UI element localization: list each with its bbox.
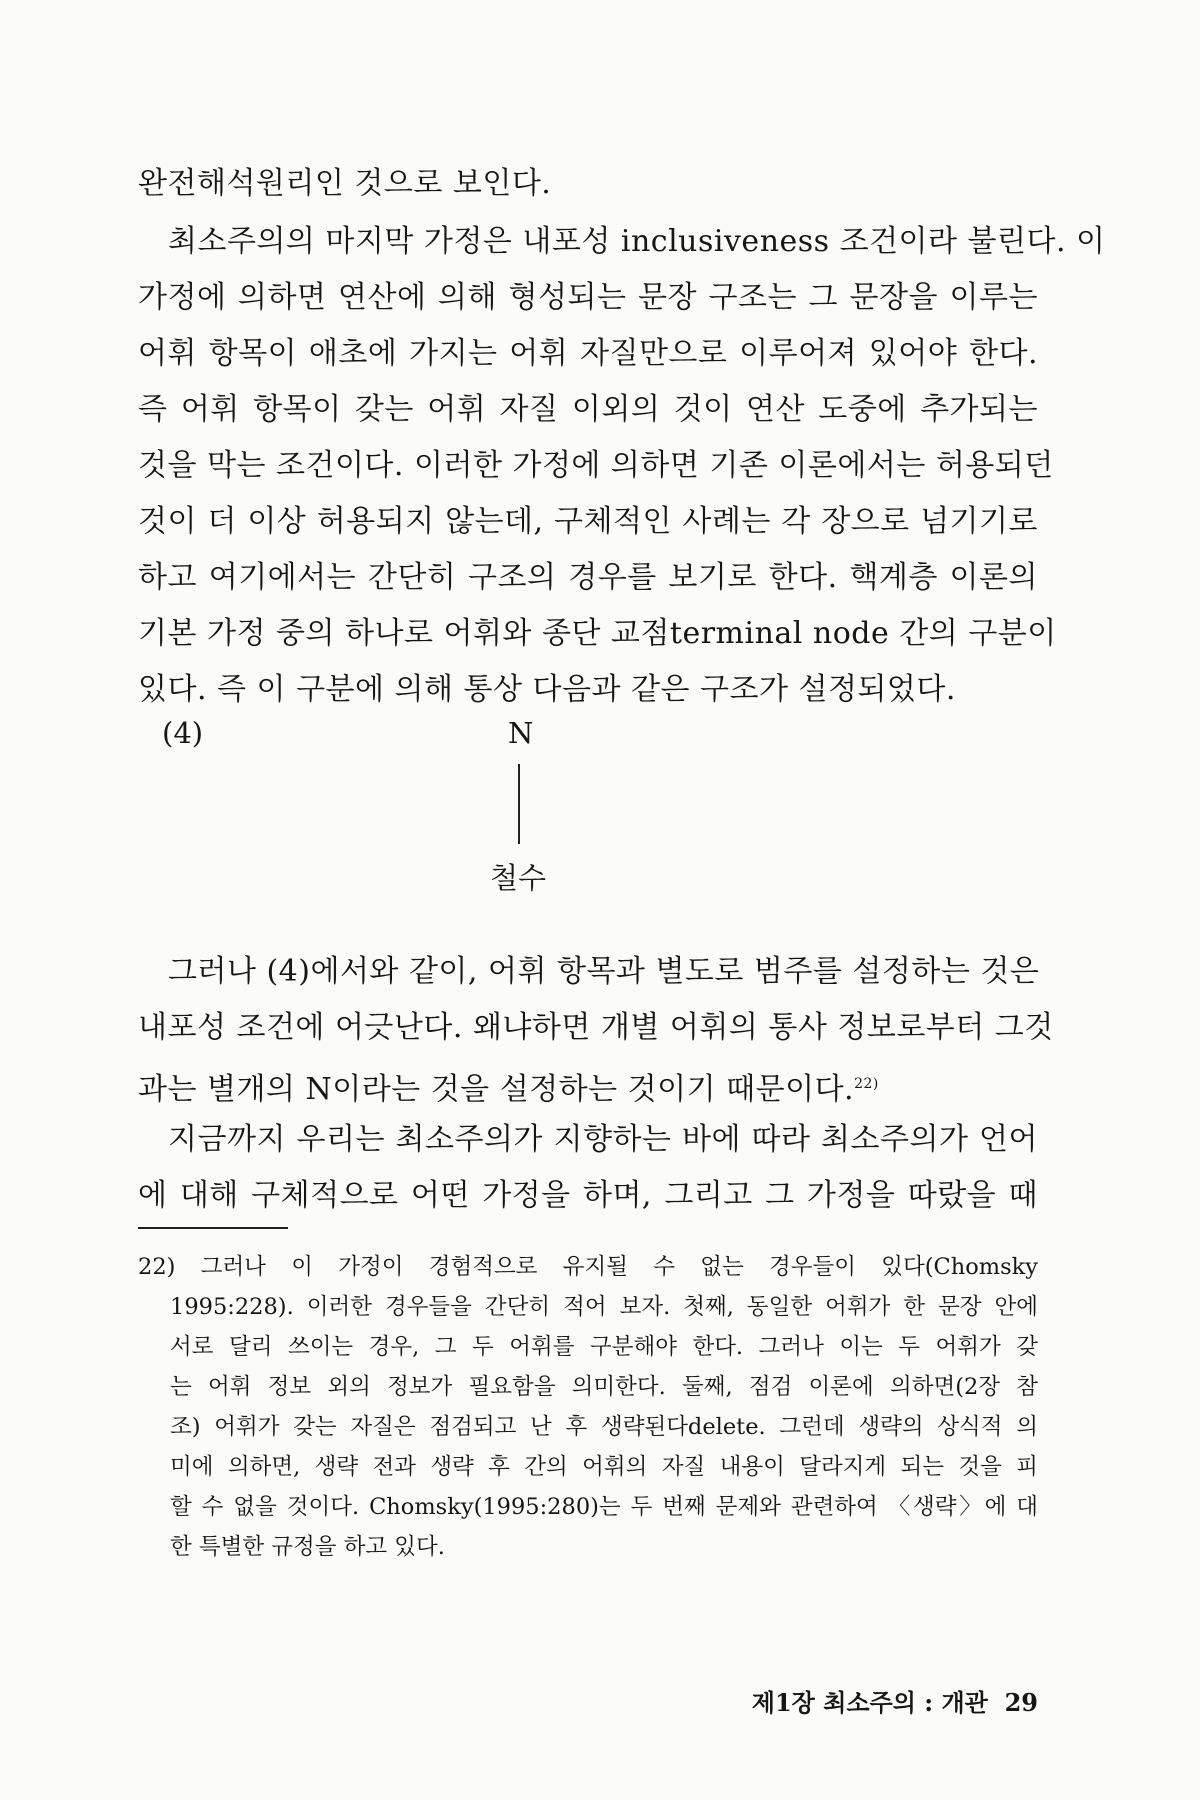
running-footer <box>752 1683 1038 1718</box>
example-number: (4) <box>162 716 204 750</box>
text-line: 에 대해 구체적으로 어떤 가정을 하며, 그리고 그 가정을 따랐을 때 <box>138 1178 1038 1213</box>
text-line: 그러나 (4)에서와 같이, 어휘 항목과 별도로 범주를 설정하는 것은 <box>168 954 1040 989</box>
text-line: 지금까지 우리는 최소주의가 지향하는 바에 따라 최소주의가 언어 <box>168 1122 1038 1157</box>
text-line-content: 과는 별개의 N이라는 것을 설정하는 것이기 때문이다. <box>138 1072 855 1107</box>
text-line <box>138 1056 1038 1112</box>
paragraph-2 <box>138 214 1106 718</box>
footnote-line: 할 수 없을 것이다. Chomsky(1995:280)는 두 번째 문제와 관련하여 〈생략〉에 대 <box>170 1494 1038 1520</box>
text-line: 가정에 의하면 연산에 의해 형성되는 문장 구조는 그 문장을 이루는 <box>138 280 1038 315</box>
footnote-rule <box>138 1227 288 1229</box>
tree-branch-line <box>518 764 520 844</box>
footnote-line: 한 특별한 규정을 하고 있다. <box>170 1534 445 1560</box>
page-number: 29 <box>1004 1688 1038 1717</box>
footnote-line: 는 어휘 정보 외의 정보가 필요함을 의미한다. 둘째, 점검 이론에 의하면(2장 참 <box>170 1374 1038 1400</box>
text-line: 있다. 즉 이 구분에 의해 통상 다음과 같은 구조가 설정되었다. <box>138 672 956 707</box>
footnote-line: 조) 어휘가 갖는 자질은 점검되고 난 후 생략된다delete. 그런데 생략의 상식적 의 <box>170 1414 1038 1440</box>
footnote-line: 미에 의하면, 생략 전과 생략 후 간의 어휘의 자질 내용이 달라지게 되는 것을 피 <box>170 1454 1038 1480</box>
text-line: 최소주의의 마지막 가정은 내포성 inclusiveness 조건이라 불린다. 이 <box>168 224 1106 259</box>
text-line: 완전해석원리인 것으로 보인다. <box>138 166 552 201</box>
tree-node-word: 철수 <box>490 861 547 895</box>
text-line: 즉 어휘 항목이 갖는 어휘 자질 이외의 것이 연산 도중에 추가되는 <box>138 392 1038 427</box>
text-line: 어휘 항목이 애초에 가지는 어휘 자질만으로 이루어져 있어야 한다. <box>138 336 1038 371</box>
paragraph-3 <box>138 944 1054 1112</box>
text-line: 기본 가정 중의 하나로 어휘와 종단 교점terminal node 간의 구분이 <box>138 616 1057 651</box>
text-line: 하고 여기에서는 간단히 구조의 경우를 보기로 한다. 핵계층 이론의 <box>138 560 1038 595</box>
paragraph-4 <box>138 1112 1038 1224</box>
tree-node-category: N <box>508 716 534 750</box>
footnote-line: 22) 그러나 이 가정이 경험적으로 유지될 수 없는 경우들이 있다(Chomsky <box>138 1254 1038 1280</box>
chapter-title: 제1장 최소주의 : 개관 <box>751 1688 988 1717</box>
text-line: 것이 더 이상 허용되지 않는데, 구체적인 사례는 각 장으로 넘기기로 <box>138 504 1038 539</box>
footnote-line: 1995:228). 이러한 경우들을 간단히 적어 보자. 첫째, 동일한 어휘가 한 문장 안에 <box>170 1294 1038 1320</box>
paragraph-1 <box>138 156 1038 212</box>
footnote-reference: 22) <box>854 1076 879 1092</box>
text-line: 것을 막는 조건이다. 이러한 가정에 의하면 기존 이론에서는 허용되던 <box>138 448 1054 483</box>
footnote-line: 서로 달리 쓰이는 경우, 그 두 어휘를 구분해야 한다. 그러나 이는 두 어휘가 갖 <box>170 1334 1038 1360</box>
footnote-22 <box>138 1247 1038 1567</box>
text-line: 내포성 조건에 어긋난다. 왜냐하면 개별 어휘의 통사 정보로부터 그것 <box>138 1010 1054 1045</box>
